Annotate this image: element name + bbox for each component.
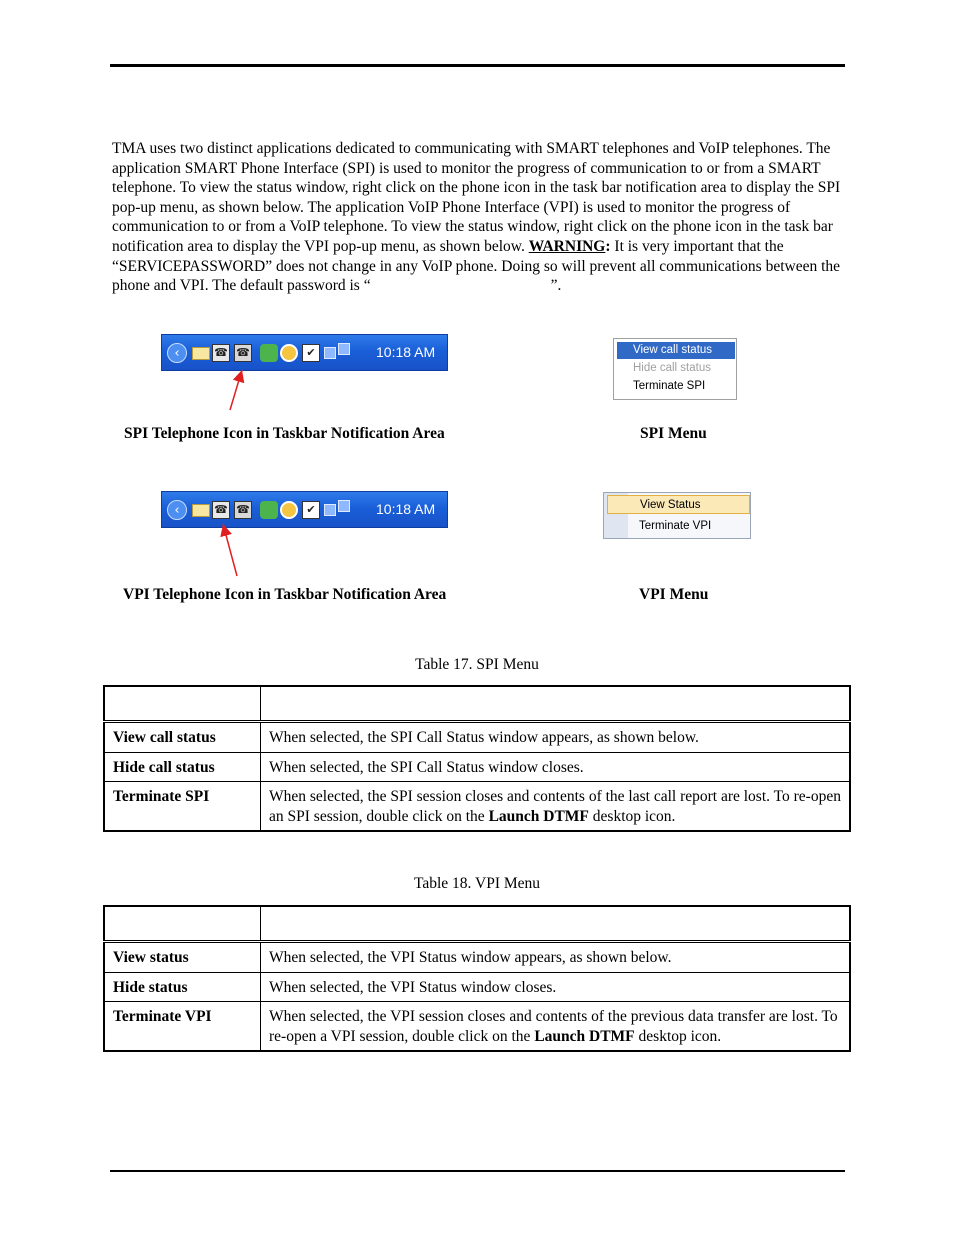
show-hidden-icons-chevron-icon[interactable]: ‹ (167, 500, 187, 520)
taskbar-clock[interactable]: 10:18 AM (376, 344, 436, 360)
table18-caption: Table 18. VPI Menu (413, 875, 541, 892)
taskbar-clock[interactable]: 10:18 AM (376, 501, 436, 517)
table17-spi-menu (103, 685, 851, 832)
description-cell (261, 1002, 851, 1052)
vpi-menu-terminate-vpi[interactable]: Terminate VPI (639, 520, 712, 532)
description-cell: When selected, the VPI Status window appears, as shown below. (261, 942, 851, 973)
intro-paragraph (112, 139, 842, 296)
description-cell: When selected, the VPI Status window closes. (261, 972, 851, 1002)
footer-rule (110, 1170, 845, 1172)
vpi-telephone-icon[interactable]: ☎ (212, 501, 230, 519)
description-text: When selected, the VPI session closes and contents of the previous data transfer are lost. To re-open a VPI session, double click on the (269, 1008, 838, 1045)
menu-item-cell: Hide status (104, 972, 261, 1002)
table-row (104, 972, 850, 1002)
description-text: desktop icon. (634, 1027, 722, 1045)
intro-text-1: TMA uses two distinct applications dedicated to communicating with SMART telephones and VoIP telephones. The application SMART Phone Interface (SPI) is used to monitor the progress of communication to or from a SMART telephone. To view the status window, right click on the phone icon in the task bar notification area to display the SPI pop-up menu, as shown below. The application VoIP Phone Interface (VPI) is used to monitor the progress of communication to or from a VoIP telephone. To view the status window, right click on the phone icon in the task bar notification area to display the VPI pop-up menu, as shown below. (112, 140, 841, 255)
table-header-row (104, 686, 850, 722)
table-row (104, 782, 850, 832)
taskbar-vpi (161, 491, 448, 528)
table18-vpi-menu (103, 905, 851, 1052)
menu-item-cell: View status (104, 942, 261, 973)
show-hidden-icons-chevron-icon[interactable]: ‹ (167, 343, 187, 363)
mail-icon[interactable] (192, 504, 210, 517)
spi-menu-hide-call-status[interactable]: Hide call status (633, 362, 711, 374)
phone-icon[interactable]: ☎ (234, 501, 252, 519)
table-row (104, 722, 850, 753)
menu-item-cell: View call status (104, 722, 261, 753)
network-connection-icon[interactable] (338, 343, 350, 355)
spi-menu-terminate-spi[interactable]: Terminate SPI (633, 380, 706, 392)
spi-popup-menu (613, 338, 737, 400)
spi-menu-view-call-status[interactable]: View call status (617, 342, 735, 359)
network-connection-icon[interactable] (338, 500, 350, 512)
description-cell: When selected, the SPI Call Status window closes. (261, 752, 851, 782)
spi-menu-caption: SPI Menu (640, 425, 707, 442)
check-shield-icon[interactable]: ✔ (302, 501, 320, 519)
launch-dtmf-label: Launch DTMF (534, 1027, 635, 1045)
description-cell: When selected, the SPI Call Status window appears, as shown below. (261, 722, 851, 753)
mail-icon[interactable] (192, 347, 210, 360)
network-icon[interactable] (324, 347, 336, 359)
vpi-menu-caption: VPI Menu (639, 586, 709, 603)
table-row (104, 1002, 850, 1052)
description-text: When selected, the SPI session closes and contents of the last call report are lost. To re-open an SPI session, double click on the (269, 788, 841, 825)
taskbar-spi (161, 334, 448, 371)
warning-label: WARNING (528, 237, 606, 255)
table17-caption: Table 17. SPI Menu (415, 656, 539, 673)
vpi-popup-menu (603, 492, 751, 539)
network-icon[interactable] (324, 504, 336, 516)
intro-text-2: It is very important that the “SERVICEPASSWORD” does not change in any VoIP phone. Doing so will prevent all communications between the phone and VPI. The default password is “ (112, 237, 841, 295)
spi-telephone-icon[interactable]: ☎ (234, 344, 252, 362)
menu-item-cell: Hide call status (104, 752, 261, 782)
menu-item-cell: Terminate VPI (104, 1002, 261, 1052)
recycle-icon[interactable] (260, 344, 278, 362)
check-shield-icon[interactable]: ✔ (302, 344, 320, 362)
description-text: desktop icon. (588, 807, 676, 825)
recycle-icon[interactable] (260, 501, 278, 519)
vpi-menu-view-status[interactable]: View Status (607, 495, 750, 514)
phone-icon[interactable]: ☎ (212, 344, 230, 362)
launch-dtmf-label: Launch DTMF (488, 807, 589, 825)
menu-item-cell: Terminate SPI (104, 782, 261, 832)
vpi-arrow (223, 524, 237, 576)
table-row (104, 752, 850, 782)
intro-text-3: ”. (550, 277, 562, 295)
spi-icon-caption: SPI Telephone Icon in Taskbar Notification Area (124, 425, 445, 442)
header-rule (110, 64, 845, 67)
table-header-row (104, 906, 850, 942)
warning-colon: : (605, 237, 611, 255)
vpi-icon-caption: VPI Telephone Icon in Taskbar Notification Area (123, 586, 447, 603)
spi-arrow (230, 370, 242, 410)
clock-icon[interactable] (280, 501, 298, 519)
description-cell (261, 782, 851, 832)
clock-icon[interactable] (280, 344, 298, 362)
table-row (104, 942, 850, 973)
